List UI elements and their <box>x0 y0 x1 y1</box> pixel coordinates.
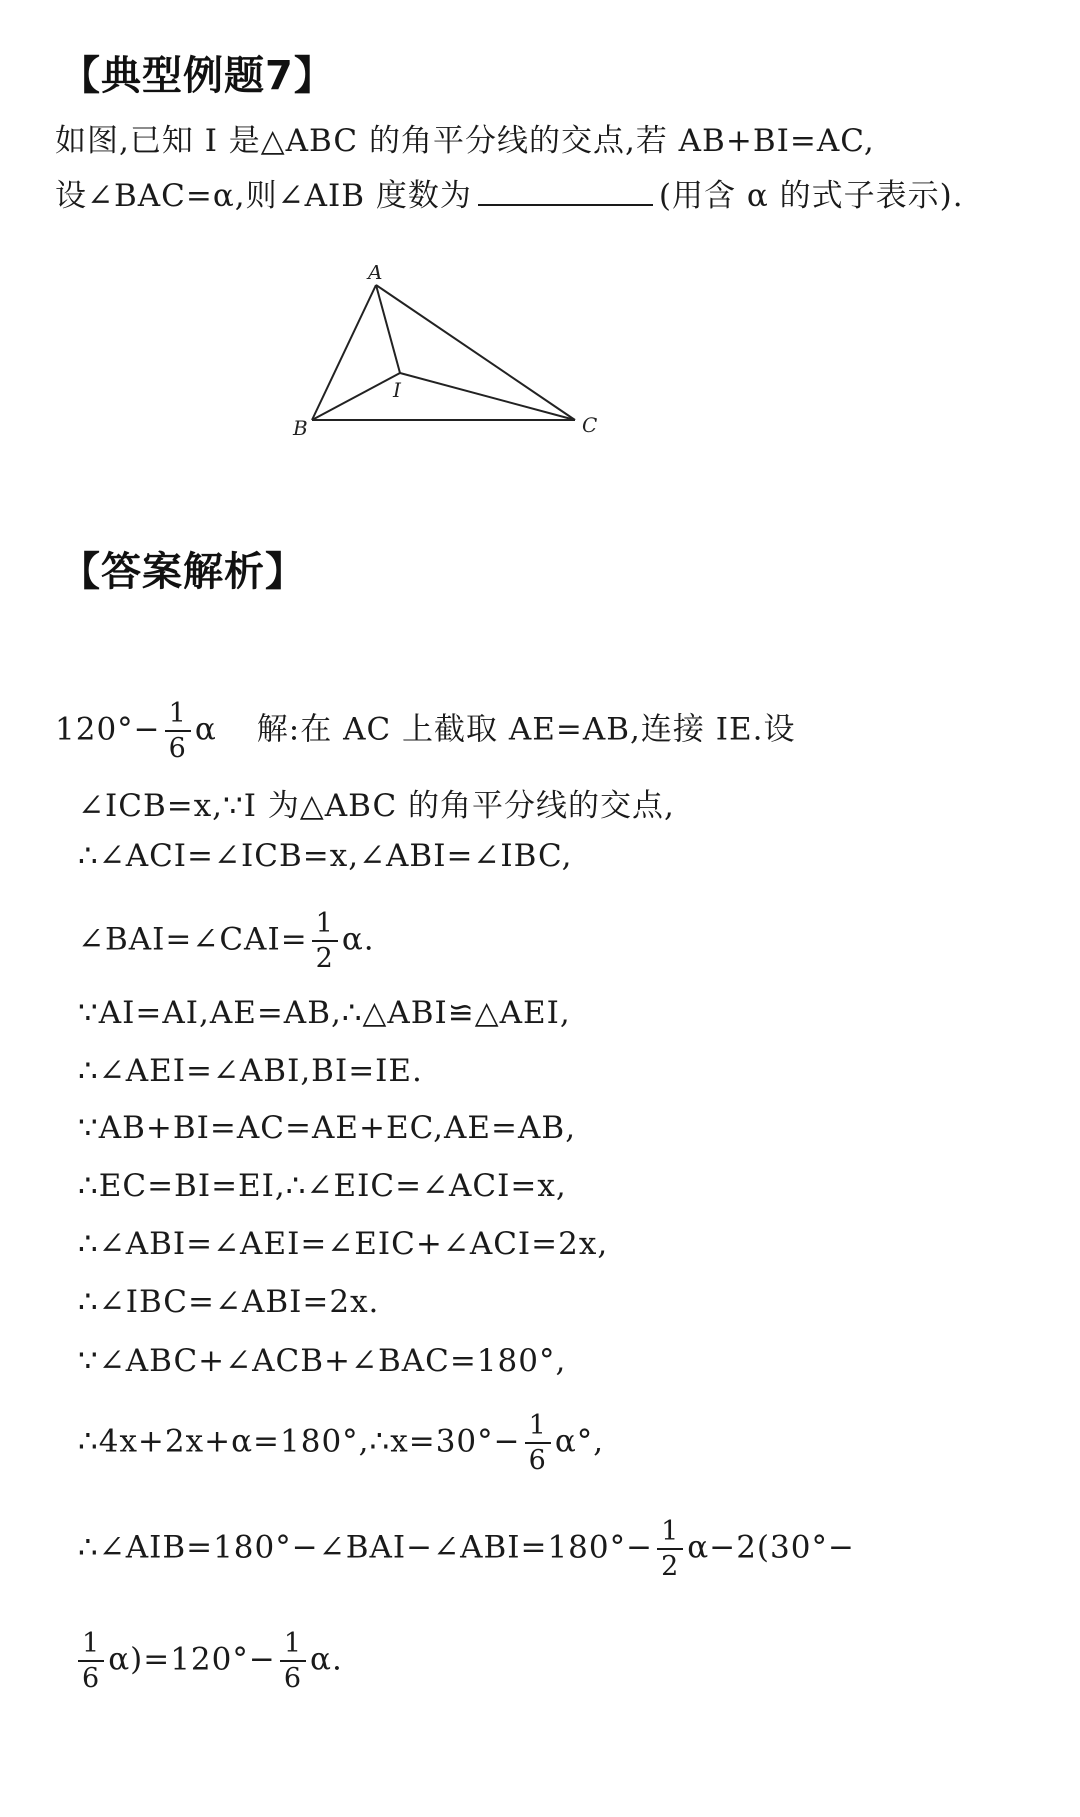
solution-line-11: ∵∠ABC+∠ACB+∠BAC=180°, <box>78 1343 567 1379</box>
solution-line-4-text: ∠BAI=∠CAI= <box>78 921 308 958</box>
solution-line-4 <box>78 910 375 972</box>
fraction-numerator: 1 <box>165 700 191 732</box>
fraction-one-sixth <box>280 1630 306 1692</box>
problem-line-1-text: 如图,已知 I 是△ABC 的角平分线的交点,若 AB+BI=AC, <box>55 123 875 159</box>
triangle-figure <box>290 265 620 440</box>
segment-ci <box>400 373 575 420</box>
problem-line-2-end: (用含 α 的式子表示). <box>658 178 964 214</box>
solution-line-14-end: α. <box>310 1641 343 1678</box>
label-c: C <box>582 413 598 437</box>
fraction-denominator: 6 <box>528 1445 547 1476</box>
answer-blank <box>478 174 653 206</box>
problem-line-1 <box>55 115 875 160</box>
solution-line-13-text: ∴∠AIB=180°−∠BAI−∠ABI=180°− <box>78 1529 654 1566</box>
solution-intro: 解:在 AC 上截取 AE=AB,连接 IE.设 <box>256 711 796 748</box>
fraction-one-half <box>657 1518 683 1580</box>
fraction-one-sixth <box>78 1630 104 1692</box>
fraction-denominator: 6 <box>82 1663 101 1694</box>
solution-line-12-end: α°, <box>554 1423 605 1460</box>
solution-line-13-end: α−2(30°− <box>687 1529 855 1566</box>
example-heading: 【典型例题7】 <box>60 53 335 99</box>
fraction-denominator: 2 <box>315 943 334 974</box>
problem-line-2 <box>55 170 964 215</box>
fraction-denominator: 6 <box>283 1663 303 1694</box>
solution-line-9: ∴∠ABI=∠AEI=∠EIC+∠ACI=2x, <box>78 1226 609 1262</box>
solution-line-14 <box>78 1630 343 1692</box>
fraction-one-sixth <box>165 700 191 762</box>
fraction-denominator: 6 <box>168 733 187 764</box>
fraction-numerator: 1 <box>280 1630 306 1662</box>
fraction-denominator: 2 <box>661 1551 680 1582</box>
label-a: A <box>368 265 383 284</box>
final-answer-alpha: α <box>194 711 217 748</box>
label-i: I <box>393 378 401 402</box>
segment-bi <box>312 373 400 420</box>
answer-heading: 【答案解析】 <box>60 549 306 595</box>
solution-line-13 <box>78 1518 855 1580</box>
solution-line-7: ∵AB+BI=AC=AE+EC,AE=AB, <box>78 1110 577 1146</box>
solution-line-4-end: α. <box>341 921 375 958</box>
solution-line-12-text: ∴4x+2x+α=180°,∴x=30°− <box>78 1423 521 1460</box>
fraction-numerator: 1 <box>525 1412 551 1444</box>
solution-line-10: ∴∠IBC=∠ABI=2x. <box>78 1284 380 1320</box>
solution-line-3: ∴∠ACI=∠ICB=x,∠ABI=∠IBC, <box>78 838 573 874</box>
solution-line-5: ∵AI=AI,AE=AB,∴△ABI≌△AEI, <box>78 995 571 1031</box>
final-answer-prefix: 120°− <box>55 711 161 748</box>
problem-line-2-start: 设∠BAC=α,则∠AIB 度数为 <box>55 178 472 214</box>
fraction-numerator: 1 <box>657 1518 683 1550</box>
fraction-one-sixth <box>525 1412 551 1474</box>
solution-line-1 <box>55 700 796 762</box>
solution-line-6: ∴∠AEI=∠ABI,BI=IE. <box>78 1053 423 1089</box>
fraction-one-half <box>312 910 338 972</box>
solution-line-2: ∠ICB=x,∵I 为△ABC 的角平分线的交点, <box>78 788 675 824</box>
side-ac <box>376 285 575 420</box>
side-ab <box>312 285 376 420</box>
solution-line-12 <box>78 1412 604 1474</box>
fraction-numerator: 1 <box>312 910 338 942</box>
solution-line-8: ∴EC=BI=EI,∴∠EIC=∠ACI=x, <box>78 1168 567 1204</box>
solution-line-14-text: α)=120°− <box>108 1641 276 1678</box>
label-b: B <box>293 416 308 440</box>
fraction-numerator: 1 <box>78 1630 104 1662</box>
